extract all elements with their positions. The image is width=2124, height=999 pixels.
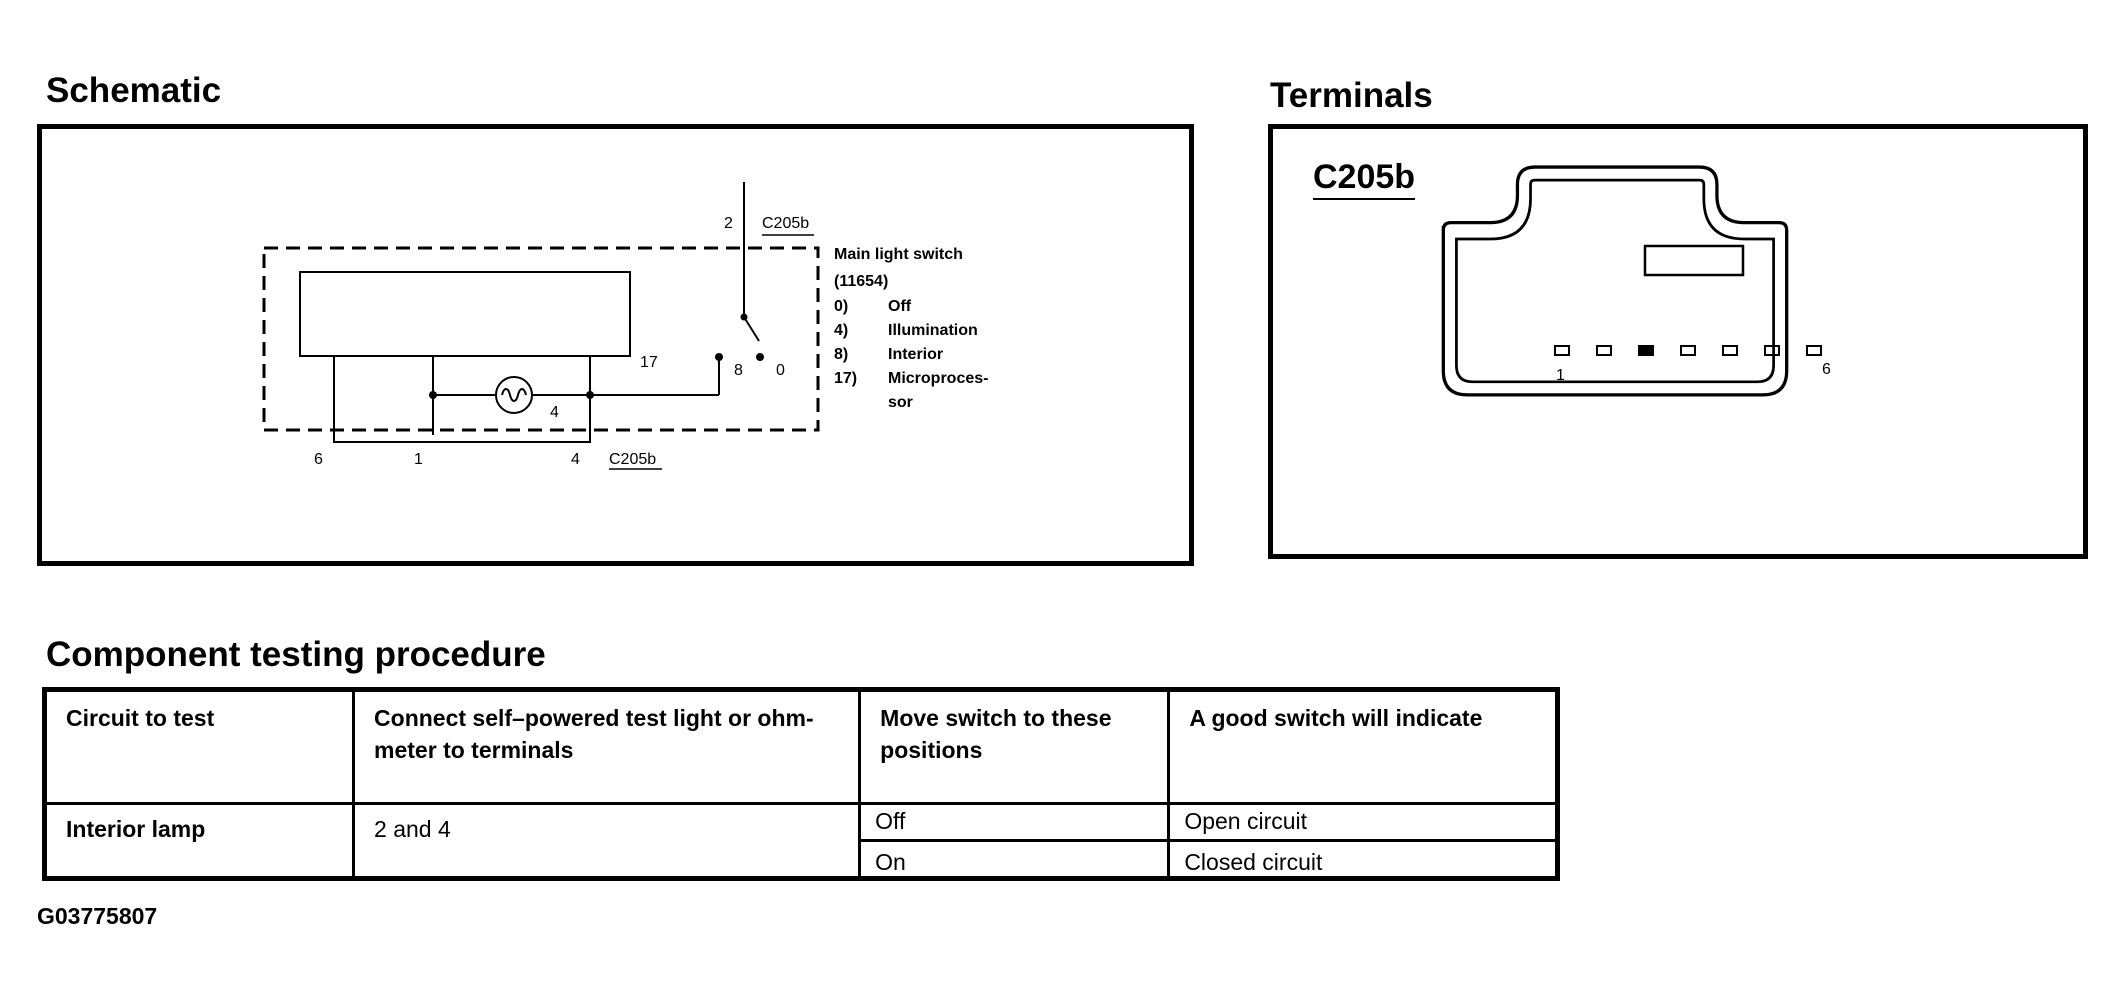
pin-4-label: 4 (571, 451, 580, 468)
indication-cell: Closed circuit (1169, 841, 1558, 879)
legend-key: 0) (834, 298, 849, 315)
schematic-diagram (42, 129, 1189, 561)
legend-label: Off (888, 298, 912, 315)
legend-key: 17) (834, 370, 858, 387)
junction-dot (586, 391, 594, 399)
procedure-title: Component testing procedure (46, 635, 546, 674)
legend-key: 8) (834, 346, 849, 363)
pin-1-label: 1 (414, 451, 423, 468)
legend-key: 4) (834, 322, 849, 339)
lamp-icon (496, 377, 532, 413)
pin-17-label: 17 (640, 354, 658, 371)
legend-label: Microproces- (888, 370, 989, 387)
terminals-panel (1268, 124, 2088, 559)
schematic-panel (37, 124, 1194, 566)
circuit-cell: Interior lamp (45, 804, 354, 879)
legend-title: Main light switch (834, 246, 963, 263)
position-cell: On (860, 841, 1169, 879)
legend-continuation: sor (888, 394, 913, 411)
terminals-title: Terminals (1270, 76, 1433, 115)
indication-cell: Open circuit (1169, 804, 1558, 841)
legend-label: Illumination (888, 322, 978, 339)
junction-dot (429, 391, 437, 399)
connector-label-bottom: C205b (609, 451, 657, 468)
table-header-row (45, 690, 1558, 804)
pin-6-label: 6 (314, 451, 323, 468)
position-cell: Off (860, 804, 1169, 841)
junction-dot (715, 353, 723, 361)
terminal-pin (1681, 346, 1695, 355)
table-header: Circuit to test (45, 690, 354, 804)
pin-0-label: 0 (776, 362, 785, 379)
terminal-pin (1765, 346, 1779, 355)
terminal-pin (1597, 346, 1611, 355)
table-header: Move switch to these positions (860, 690, 1169, 804)
pin-first-label: 1 (1556, 367, 1565, 384)
procedure-table (42, 687, 1560, 881)
terminal-pin-active (1639, 346, 1653, 355)
terminal-pin (1807, 346, 1821, 355)
terminals-cell: 2 and 4 (354, 804, 860, 879)
legend-label: Interior (888, 346, 944, 363)
terminal-pin (1723, 346, 1737, 355)
switch-contact-dot (756, 353, 764, 361)
switch-housing-outline (264, 248, 818, 430)
microprocessor-block (300, 272, 630, 356)
terminal-pin (1555, 346, 1569, 355)
pin-last-label: 6 (1822, 361, 1831, 378)
figure-code: G03775807 (37, 903, 158, 929)
pin-8-label: 8 (734, 362, 743, 379)
pin-2-label: 2 (724, 215, 733, 232)
table-header: Connect self–powered test light or ohm-meter to terminals (354, 690, 860, 804)
connector-id: C205b (1313, 160, 1415, 200)
legend-part-number: (11654) (834, 273, 889, 290)
connector-face (1273, 129, 2083, 554)
latch-window (1645, 246, 1743, 275)
schematic-title: Schematic (46, 71, 222, 110)
table-header: A good switch will indicate (1169, 690, 1558, 804)
table-row (45, 804, 1558, 841)
connector-label-top: C205b (762, 215, 810, 232)
lamp-pin-label: 4 (550, 404, 559, 421)
